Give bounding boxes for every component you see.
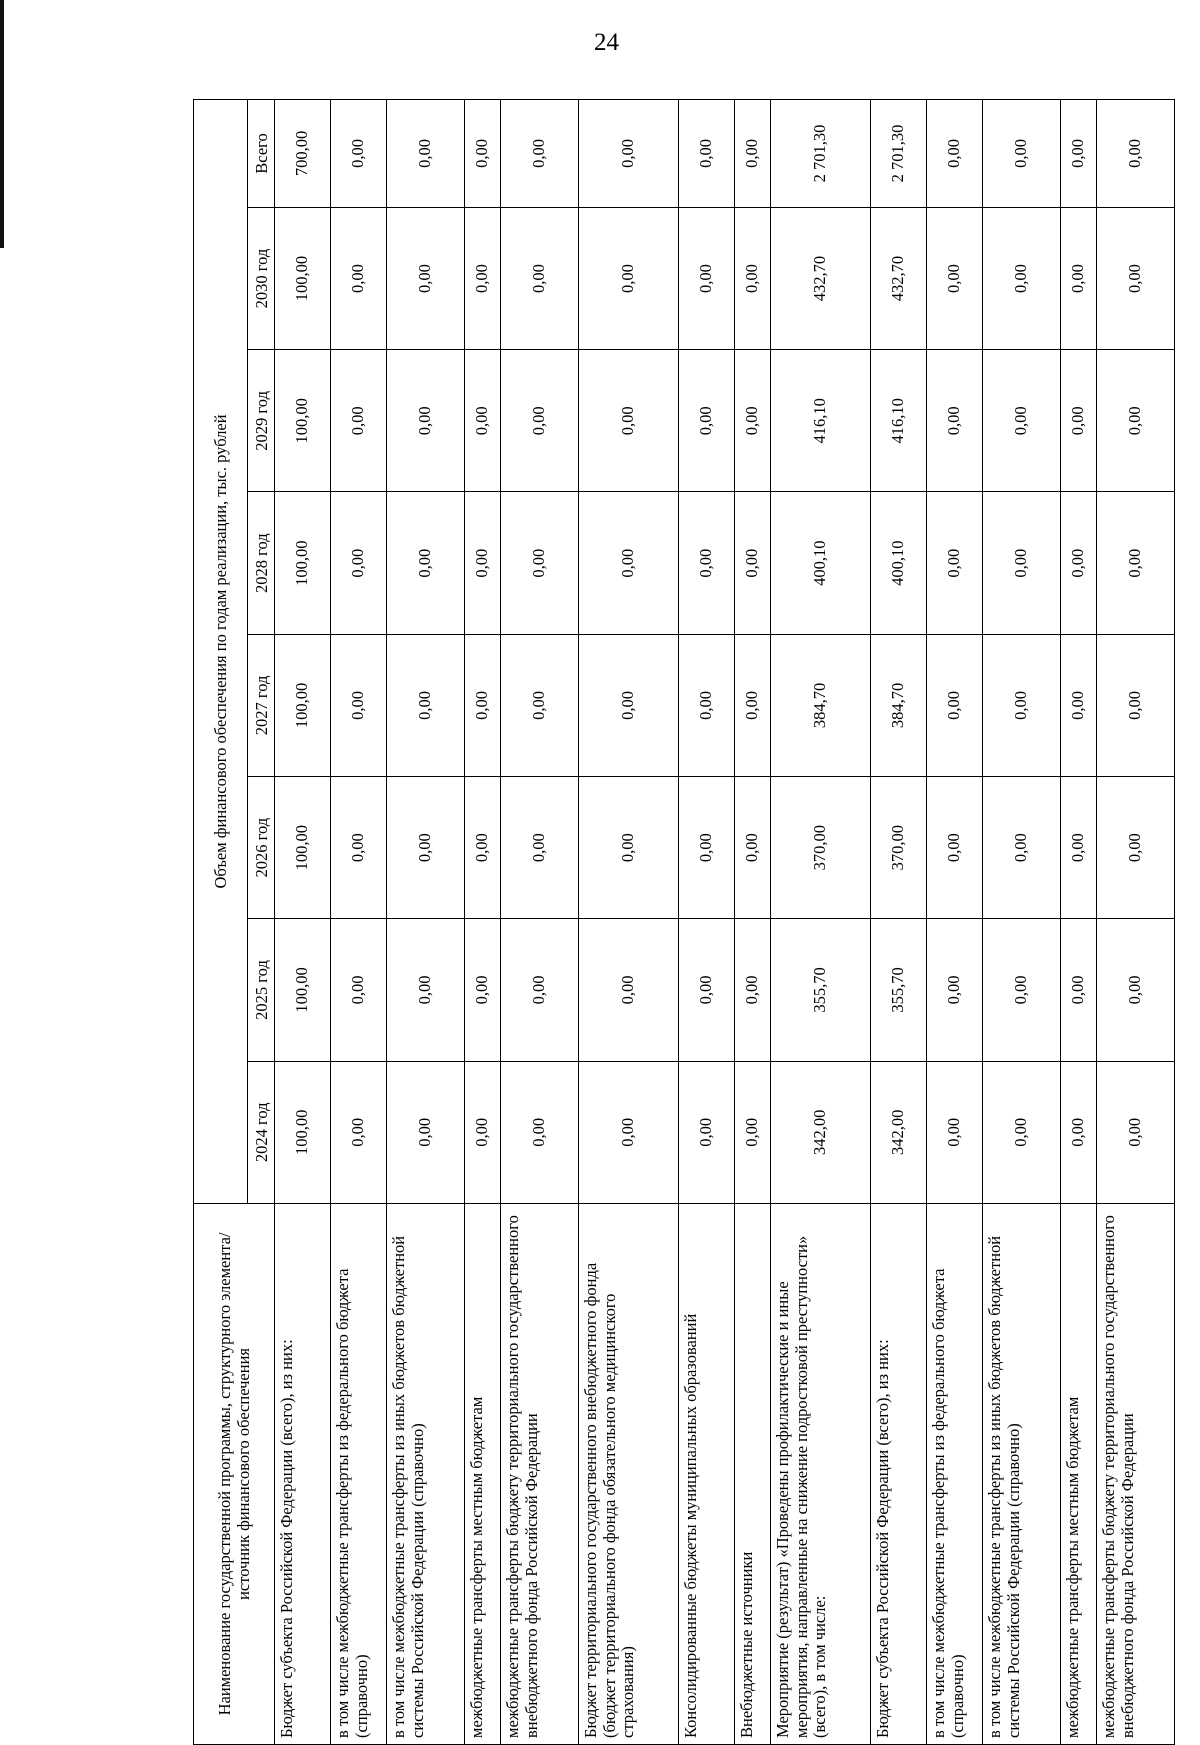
value-cell: 370,00 (871, 777, 927, 919)
value-cell: 0,00 (387, 634, 465, 776)
value-cell: 0,00 (387, 492, 465, 634)
value-cell: 0,00 (927, 777, 983, 919)
financing-table (193, 99, 1175, 1745)
value-cell: 0,00 (501, 919, 579, 1061)
value-cell: 0,00 (1061, 100, 1097, 208)
value-cell: 0,00 (983, 207, 1061, 349)
value-cell: 0,00 (679, 207, 735, 349)
value-cell: 700,00 (275, 100, 331, 208)
value-cell: 0,00 (387, 350, 465, 492)
value-cell: 342,00 (771, 1061, 871, 1203)
value-cell: 0,00 (1097, 634, 1175, 776)
table-row (771, 100, 871, 1745)
value-cell: 0,00 (1061, 492, 1097, 634)
value-cell: 0,00 (927, 919, 983, 1061)
rotated-table-container (193, 99, 1150, 1745)
value-cell: 0,00 (927, 350, 983, 492)
value-cell: 0,00 (465, 777, 501, 919)
table-row (387, 100, 465, 1745)
value-cell: 100,00 (275, 207, 331, 349)
value-cell: 0,00 (331, 492, 387, 634)
value-cell: 0,00 (501, 492, 579, 634)
value-cell: 0,00 (465, 207, 501, 349)
value-cell: 0,00 (1061, 207, 1097, 349)
row-name-cell: Бюджет субъекта Российской Федерации (всего), из них: (275, 1203, 331, 1744)
year-header-cell: 2028 год (248, 492, 275, 634)
row-name-cell: межбюджетные трансферты местным бюджетам (1061, 1203, 1097, 1744)
value-cell: 0,00 (735, 777, 771, 919)
row-name-cell: в том числе межбюджетные трансферты из иных бюджетов бюджетной системы Российской Федерации (справочно) (983, 1203, 1061, 1744)
value-cell: 0,00 (465, 1061, 501, 1203)
row-name-cell: в том числе межбюджетные трансферты из федерального бюджета (справочно) (331, 1203, 387, 1744)
value-cell: 0,00 (735, 100, 771, 208)
value-cell: 0,00 (1061, 350, 1097, 492)
value-cell: 0,00 (501, 777, 579, 919)
value-cell: 0,00 (1097, 207, 1175, 349)
value-cell: 0,00 (579, 350, 679, 492)
value-cell: 0,00 (735, 207, 771, 349)
value-cell: 100,00 (275, 492, 331, 634)
value-cell: 0,00 (579, 634, 679, 776)
value-cell: 0,00 (465, 350, 501, 492)
value-cell: 0,00 (679, 1061, 735, 1203)
year-header-cell: 2029 год (248, 350, 275, 492)
value-cell: 0,00 (387, 919, 465, 1061)
page-number: 24 (594, 29, 619, 56)
table-row (1097, 100, 1175, 1745)
value-cell: 0,00 (983, 350, 1061, 492)
value-cell: 0,00 (1097, 350, 1175, 492)
value-cell: 0,00 (679, 919, 735, 1061)
value-cell: 0,00 (1097, 492, 1175, 634)
value-cell: 0,00 (983, 492, 1061, 634)
row-name-cell: в том числе межбюджетные трансферты из иных бюджетов бюджетной системы Российской Федерации (справочно) (387, 1203, 465, 1744)
value-cell: 0,00 (927, 1061, 983, 1203)
table-row (679, 100, 735, 1745)
value-cell: 0,00 (679, 777, 735, 919)
value-cell: 0,00 (331, 207, 387, 349)
value-cell: 0,00 (1097, 100, 1175, 208)
header-name-cell: Наименование государственной программы, структурного элемента/источник финансового обеспечения (194, 1203, 275, 1744)
row-name-cell: Мероприятие (результат) «Проведены профилактические и иные мероприятия, направленные на снижение подростковой преступности» (всего), в том числе: (771, 1203, 871, 1744)
value-cell: 100,00 (275, 350, 331, 492)
value-cell: 342,00 (871, 1061, 927, 1203)
value-cell: 0,00 (927, 207, 983, 349)
value-cell: 0,00 (501, 100, 579, 208)
value-cell: 0,00 (927, 492, 983, 634)
value-cell: 0,00 (579, 492, 679, 634)
value-cell: 400,10 (771, 492, 871, 634)
row-name-cell: Консолидированные бюджеты муниципальных образований (679, 1203, 735, 1744)
value-cell: 355,70 (771, 919, 871, 1061)
value-cell: 0,00 (465, 919, 501, 1061)
year-header-cell: 2027 год (248, 634, 275, 776)
row-name-cell: Внебюджетные источники (735, 1203, 771, 1744)
value-cell: 0,00 (735, 1061, 771, 1203)
value-cell: 0,00 (331, 100, 387, 208)
value-cell: 100,00 (275, 777, 331, 919)
value-cell: 0,00 (735, 919, 771, 1061)
value-cell: 0,00 (983, 777, 1061, 919)
value-cell: 0,00 (579, 919, 679, 1061)
value-cell: 0,00 (927, 634, 983, 776)
value-cell: 0,00 (735, 350, 771, 492)
value-cell: 0,00 (679, 634, 735, 776)
table-row (501, 100, 579, 1745)
table-row (927, 100, 983, 1745)
value-cell: 0,00 (387, 777, 465, 919)
table-row (983, 100, 1061, 1745)
value-cell: 0,00 (983, 1061, 1061, 1203)
row-name-cell: межбюджетные трансферты бюджету территориального государственного внебюджетного фонда Российской Федерации (1097, 1203, 1175, 1744)
value-cell: 0,00 (501, 207, 579, 349)
value-cell: 0,00 (331, 777, 387, 919)
value-cell: 0,00 (679, 100, 735, 208)
table-row (735, 100, 771, 1745)
value-cell: 0,00 (331, 350, 387, 492)
value-cell: 416,10 (871, 350, 927, 492)
scan-edge-mark (0, 0, 4, 248)
value-cell: 0,00 (1097, 1061, 1175, 1203)
value-cell: 0,00 (331, 1061, 387, 1203)
table-row (465, 100, 501, 1745)
value-cell: 0,00 (735, 634, 771, 776)
value-cell: 0,00 (465, 492, 501, 634)
table-row (275, 100, 331, 1745)
value-cell: 0,00 (1061, 919, 1097, 1061)
row-name-cell: в том числе межбюджетные трансферты из федерального бюджета (справочно) (927, 1203, 983, 1744)
row-name-cell: Бюджет субъекта Российской Федерации (всего), из них: (871, 1203, 927, 1744)
table-row (871, 100, 927, 1745)
value-cell: 0,00 (735, 492, 771, 634)
value-cell: 100,00 (275, 1061, 331, 1203)
value-cell: 2 701,30 (771, 100, 871, 208)
year-header-cell: 2025 год (248, 919, 275, 1061)
year-header-cell: Всего (248, 100, 275, 208)
value-cell: 0,00 (579, 1061, 679, 1203)
value-cell: 0,00 (465, 100, 501, 208)
value-cell: 0,00 (579, 777, 679, 919)
value-cell: 0,00 (983, 100, 1061, 208)
value-cell: 0,00 (1097, 919, 1175, 1061)
table-row (579, 100, 679, 1745)
value-cell: 355,70 (871, 919, 927, 1061)
row-name-cell: Бюджет территориального государственного внебюджетного фонда (бюджет территориального фонда обязательного медицинского страхования) (579, 1203, 679, 1744)
value-cell: 0,00 (501, 634, 579, 776)
year-header-cell: 2026 год (248, 777, 275, 919)
row-name-cell: межбюджетные трансферты бюджету территориального государственного внебюджетного фонда Российской Федерации (501, 1203, 579, 1744)
value-cell: 100,00 (275, 919, 331, 1061)
value-cell: 0,00 (1061, 777, 1097, 919)
table-row (331, 100, 387, 1745)
row-name-cell: межбюджетные трансферты местным бюджетам (465, 1203, 501, 1744)
value-cell: 0,00 (387, 207, 465, 349)
value-cell: 0,00 (983, 634, 1061, 776)
value-cell: 0,00 (331, 919, 387, 1061)
year-header-cell: 2030 год (248, 207, 275, 349)
value-cell: 384,70 (871, 634, 927, 776)
value-cell: 400,10 (871, 492, 927, 634)
value-cell: 0,00 (465, 634, 501, 776)
year-header-cell: 2024 год (248, 1061, 275, 1203)
value-cell: 0,00 (679, 350, 735, 492)
value-cell: 432,70 (771, 207, 871, 349)
table-body (275, 100, 1175, 1745)
value-cell: 0,00 (983, 919, 1061, 1061)
value-cell: 384,70 (771, 634, 871, 776)
value-cell: 0,00 (679, 492, 735, 634)
value-cell: 432,70 (871, 207, 927, 349)
header-group-cell: Объем финансового обеспечения по годам реализации, тыс. рублей (194, 100, 248, 1204)
value-cell: 0,00 (331, 634, 387, 776)
table-row (1061, 100, 1097, 1745)
value-cell: 0,00 (927, 100, 983, 208)
value-cell: 0,00 (1061, 1061, 1097, 1203)
value-cell: 0,00 (1061, 634, 1097, 776)
value-cell: 0,00 (387, 100, 465, 208)
value-cell: 0,00 (579, 207, 679, 349)
value-cell: 370,00 (771, 777, 871, 919)
value-cell: 0,00 (387, 1061, 465, 1203)
value-cell: 0,00 (579, 100, 679, 208)
value-cell: 0,00 (501, 1061, 579, 1203)
value-cell: 100,00 (275, 634, 331, 776)
value-cell: 0,00 (501, 350, 579, 492)
value-cell: 2 701,30 (871, 100, 927, 208)
value-cell: 416,10 (771, 350, 871, 492)
value-cell: 0,00 (1097, 777, 1175, 919)
